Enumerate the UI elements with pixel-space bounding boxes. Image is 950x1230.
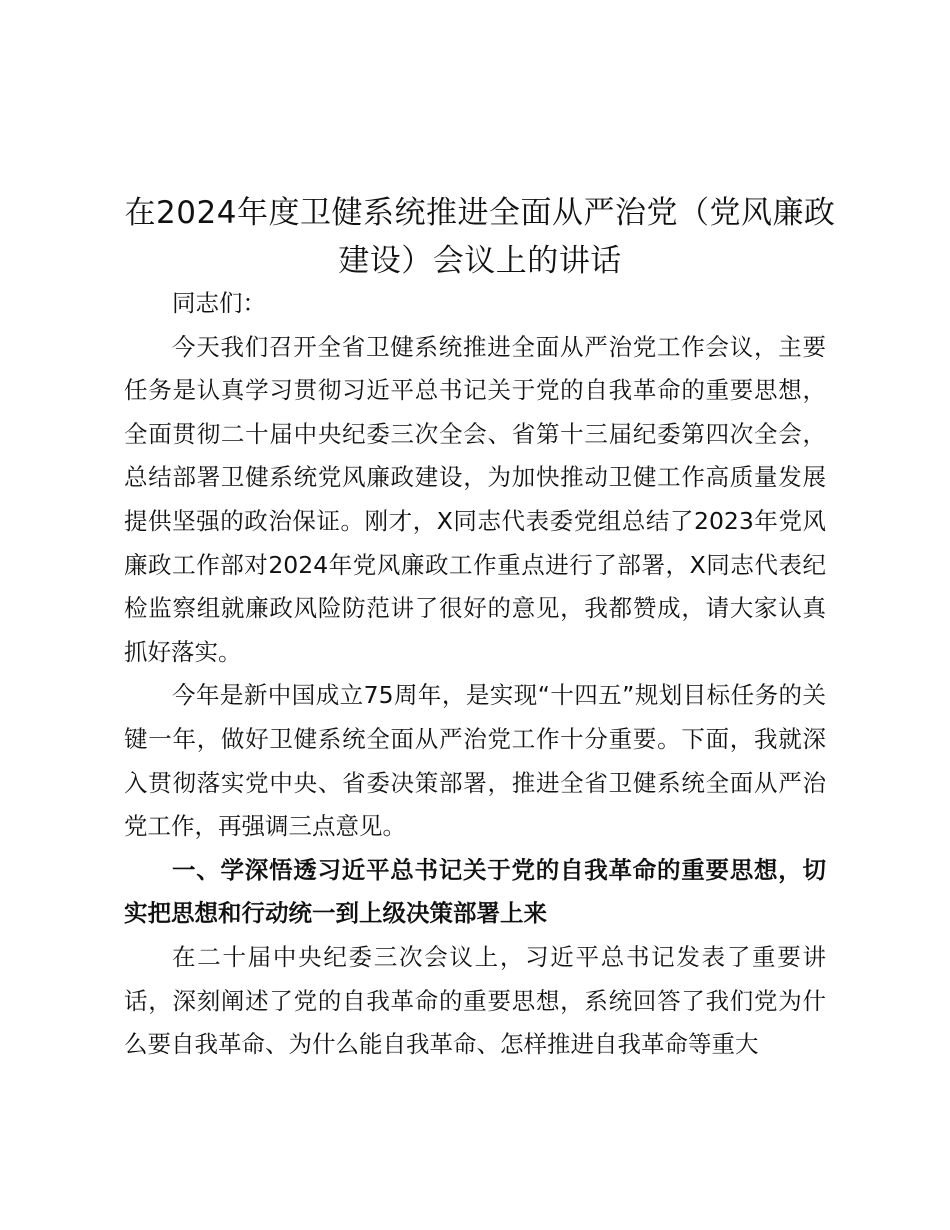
salutation: 同志们： xyxy=(172,289,266,317)
paragraph-context: 今年是新中国成立75周年，是实现“十四五”规划目标任务的关键一年，做好卫健系统全面从严治党工作十分重要。下面，我就深入贯彻落实党中央、省委决策部署，推进全省卫健系统全面从严治党工作，再强调三点意见。 xyxy=(124,681,826,841)
document-body xyxy=(124,282,826,1067)
section-paragraph: 在二十届中央纪委三次会议上，习近平总书记发表了重要讲话，深刻阐述了党的自我革命的重要思想，系统回答了我们党为什么要自我革命、为什么能自我革命、怎样推进自我革命等重大 xyxy=(124,942,826,1059)
document-title: 在2024年度卫健系统推进全面从严治党（党风廉政建设）会议上的讲话 xyxy=(124,194,836,279)
paragraph-intro: 今天我们召开全省卫健系统推进全面从严治党工作会议，主要任务是认真学习贯彻习近平总书记关于党的自我革命的重要思想，全面贯彻二十届中央纪委三次全会、省第十三届纪委第四次全会，总结部署卫健系统党风廉政建设，为加快推动卫健工作高质量发展提供坚强的政治保证。刚才，X同志代表委党组总结了2023年党风廉政工作部对2024年党风廉政工作重点进行了部署，X同志代表纪检监察组就廉政风险防范讲了很好的意见，我都赞成，请大家认真抓好落实。 xyxy=(124,332,826,666)
section-heading: 一、学深悟透习近平总书记关于党的自我革命的重要思想，切实把思想和行动统一到上级决策部署上来 xyxy=(124,855,826,928)
